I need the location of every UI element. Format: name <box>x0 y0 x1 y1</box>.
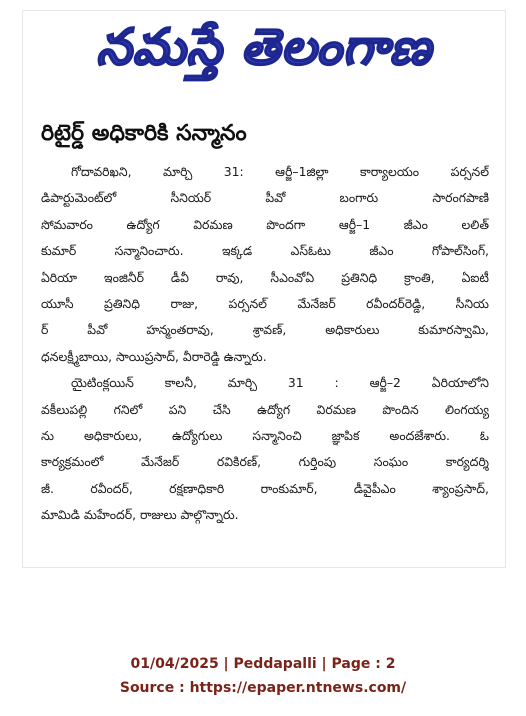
article-line: గోదావరిఖని, మార్చి 31: ఆర్జీ–1జిల్లా కార్యాలయం పర్సనల్ <box>71 164 489 179</box>
article-paragraph <box>41 159 489 370</box>
article-line: ధనలక్ష్మీబాయి, సాయిప్రసాద్, వీరారెడ్డి ఉన్నారు. <box>41 348 267 364</box>
article-line: సోమవారం ఉద్యోగ విరమణ పొందగా ఆర్జీ–1 జీఎం లలిత్ <box>41 216 489 232</box>
footer-date-edition: 01/04/2025 | Peddapalli | Page : 2 <box>130 656 396 672</box>
article-line: కుమార్ సన్మానించారు. ఇక్కడ ఎస్ఓటు జీఎం గోపాల్‌సింగ్, <box>41 243 489 259</box>
article-line: వకీలుపల్లి గనిలో పని చేసి ఉద్యోగ విరమణ పొందిన లింగయ్య <box>41 401 489 417</box>
newspaper-masthead <box>23 17 505 89</box>
article-headline: రిటైర్డ్ అధికారికి సన్మానం <box>41 121 247 146</box>
article-line: యైటింక్లయిన్ కాలనీ, మార్చి 31 : ఆర్జీ–2 ఏరియాలోని <box>71 375 489 391</box>
article-line: కార్యక్రమంలో మేనేజర్ రవికిరణ్, గుర్తింపు సంఘం కార్యదర్శి <box>41 454 489 470</box>
article-line: ర్ పీవో హన్మంతరావు, శ్రావణ్, అధికారులు కుమారస్వామి, <box>41 322 489 338</box>
article-line: డిపార్టుమెంట్‌లో సీనియర్ పీవో బంగారు సారంగపాణి <box>41 190 489 206</box>
article-line: ను అధికారులు, ఉద్యోగులు సన్మానించి జ్ఞాపిక అందజేశారు. ఓ <box>41 428 489 444</box>
article-line: ఏరియా ఇంజినీర్ డీవీ రావు, సీఎంవోఏ ప్రతినిధి క్రాంతి, ఏఐటీ <box>41 269 489 285</box>
masthead-title: నమస్తే తెలంగాణ <box>96 17 432 76</box>
article-line: మామిడి మహేందర్, రాజులు పాల్గొన్నారు. <box>41 507 239 523</box>
article-body <box>41 159 489 529</box>
news-clipping <box>22 10 506 568</box>
footer-source-link[interactable]: Source : https://epaper.ntnews.com/ <box>119 680 407 696</box>
article-paragraph <box>41 370 489 528</box>
article-line: యూసీ ప్రతినిధి రాజు, పర్సనల్ మేనేజర్ రవీందర్‌రెడ్డి, సీనియ <box>41 296 489 312</box>
article-line: జీ. రవీందర్, రక్షణాధికారి రాంకుమార్, డీవైపీఎం శ్యాంప్రసాద్, <box>41 480 489 496</box>
